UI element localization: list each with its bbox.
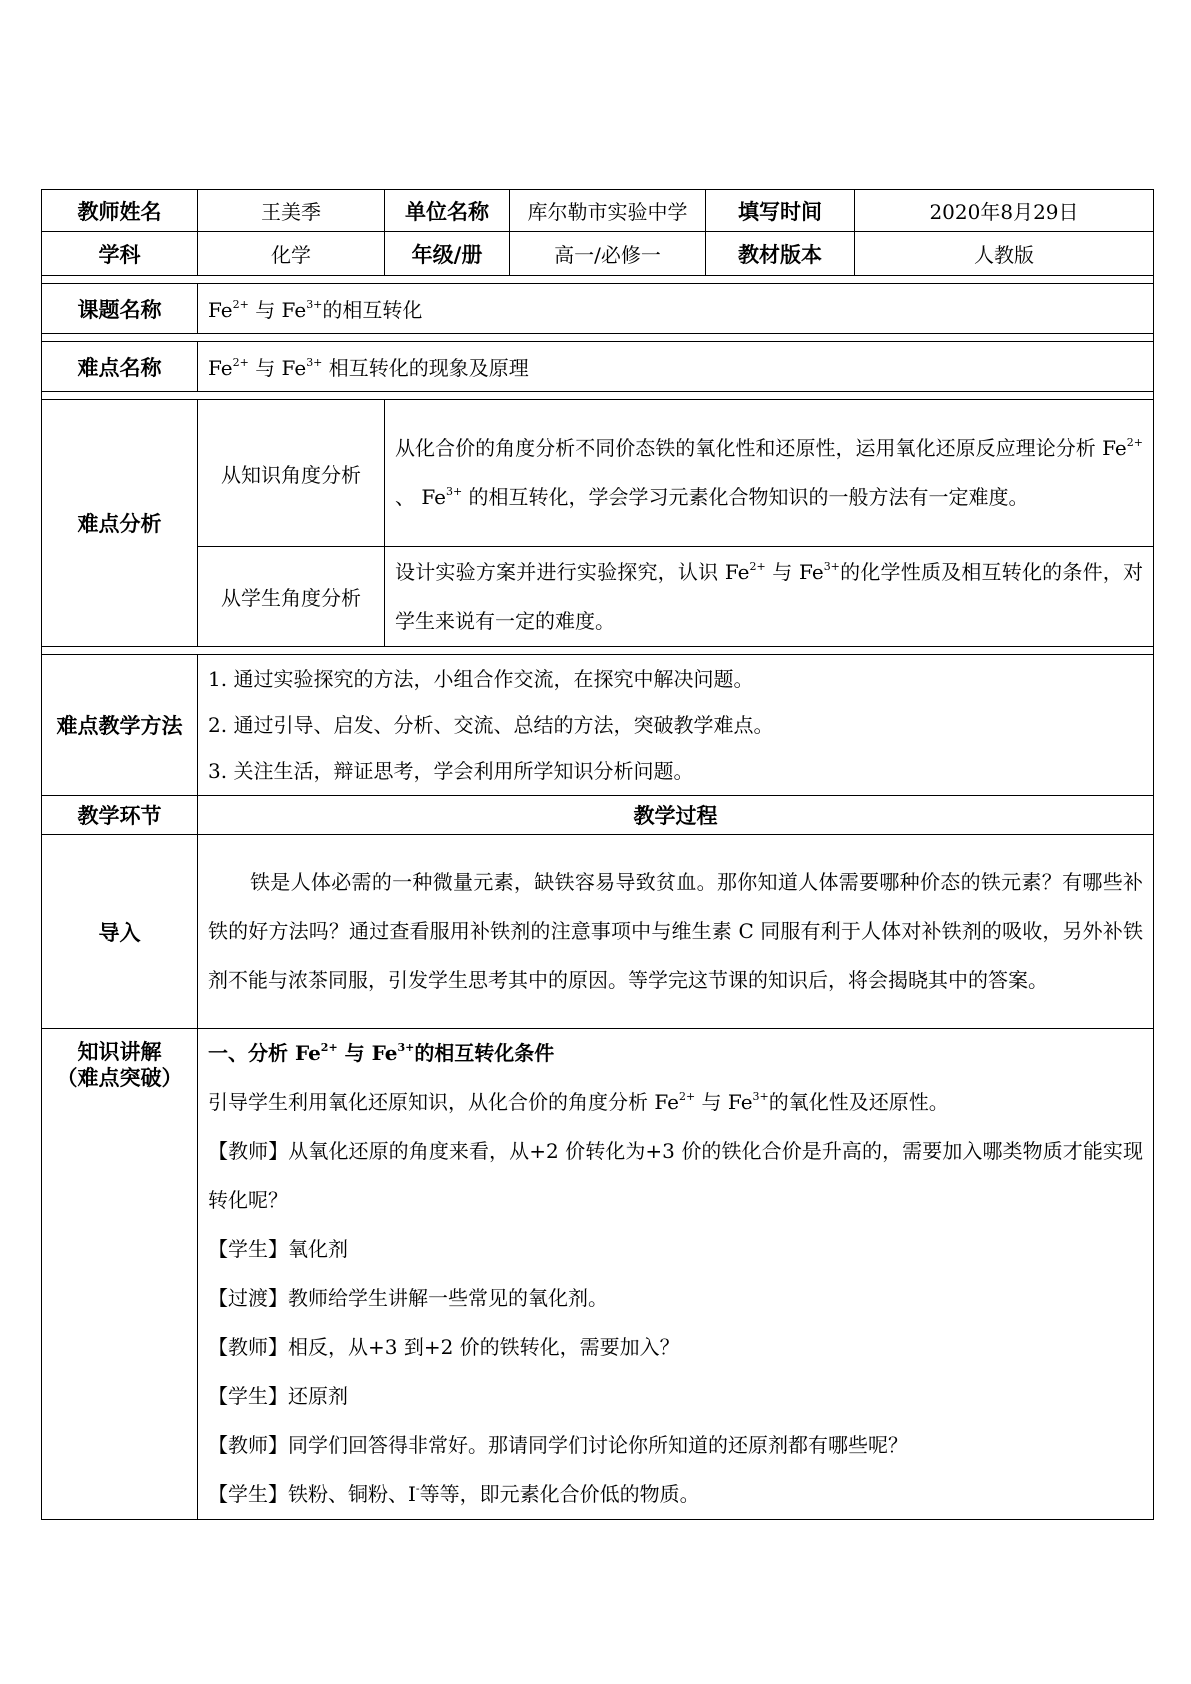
- process-header: 教学过程: [198, 796, 1154, 835]
- spacer: [42, 334, 1154, 342]
- spacer: [42, 392, 1154, 400]
- subject-value: 化学: [198, 232, 385, 276]
- method-item: 1. 通过实验探究的方法，小组合作交流，在探究中解决问题。: [208, 667, 754, 691]
- dialogue-line: 【过渡】教师给学生讲解一些常见的氧化剂。: [208, 1286, 608, 1310]
- analysis-row-student: [42, 547, 1154, 647]
- textbook-label: 教材版本: [706, 232, 855, 276]
- info-row-2: [42, 232, 1154, 276]
- process-header-row: [42, 796, 1154, 835]
- knowledge-angle-label: 从知识角度分析: [198, 400, 385, 547]
- analysis-label: 难点分析: [42, 400, 198, 647]
- topic-label: 课题名称: [42, 284, 198, 334]
- method-item: 3. 关注生活，辩证思考，学会利用所学知识分析问题。: [208, 759, 694, 783]
- student-angle-label: 从学生角度分析: [198, 547, 385, 647]
- difficulty-row: [42, 342, 1154, 392]
- student-angle-text: 设计实验方案并进行实验探究，认识 $Fe^{2+}$ 与 $Fe^{3+}$的化学性质及相互转化的条件，对学生来说有一定的难度。: [385, 547, 1154, 647]
- dialogue-line: 【教师】同学们回答得非常好。那请同学们讨论你所知道的还原剂都有哪些呢？: [208, 1433, 908, 1457]
- topic-value: $Fe^{2+}$ 与 $Fe^{3+}$的相互转化: [198, 284, 1154, 334]
- dialogue-line: 【学生】还原剂: [208, 1384, 348, 1408]
- subject-label: 学科: [42, 232, 198, 276]
- knowledge-angle-text: 从化合价的角度分析不同价态铁的氧化性和还原性，运用氧化还原反应理论分析 $Fe^{2+}$ 、 $Fe^{3+}$ 的相互转化，学会学习元素化合物知识的一般方法有一定难度。: [385, 400, 1154, 547]
- knowledge-label: 知识讲解 （难点突破）: [42, 1029, 198, 1520]
- spacer-row-3: [42, 392, 1154, 400]
- methods-list: [198, 655, 1154, 796]
- dialogue-line: 【教师】从氧化还原的角度来看，从+2 价转化为+3 价的铁化合价是升高的，需要加入哪类物质才能实现转化呢？: [208, 1139, 1143, 1212]
- methods-row: [42, 655, 1154, 796]
- teacher-name-label: 教师姓名: [42, 190, 198, 232]
- methods-label: 难点教学方法: [42, 655, 198, 796]
- info-row-1: [42, 190, 1154, 232]
- lesson-plan-table: [41, 189, 1154, 1520]
- grade-label: 年级/册: [385, 232, 510, 276]
- dialogue-line: 【学生】氧化剂: [208, 1237, 348, 1261]
- fill-date-value: 2020年8月29日: [855, 190, 1154, 232]
- spacer: [42, 276, 1154, 284]
- dialogue-line: 【教师】相反，从+3 到+2 价的铁转化，需要加入？: [208, 1335, 680, 1359]
- knowledge-row: [42, 1029, 1154, 1520]
- guide-text: 引导学生利用氧化还原知识，从化合价的角度分析 $Fe^{2+}$ 与 $Fe^{3+}$的氧化性及还原性。: [208, 1090, 949, 1114]
- method-item: 2. 通过引导、启发、分析、交流、总结的方法，突破教学难点。: [208, 713, 774, 737]
- textbook-value: 人教版: [855, 232, 1154, 276]
- intro-text: 铁是人体必需的一种微量元素，缺铁容易导致贫血。那你知道人体需要哪种价态的铁元素？有哪些补铁的好方法吗？通过查看服用补铁剂的注意事项中与维生素 C 同服有利于人体对补铁剂的吸收，另外补铁剂不能与浓茶同服，引发学生思考其中的原因。等学完这节课的知识后，将会揭晓其中的答案。: [198, 835, 1154, 1029]
- unit-name-label: 单位名称: [385, 190, 510, 232]
- difficulty-value: $Fe^{2+}$ 与 $Fe^{3+}$ 相互转化的现象及原理: [198, 342, 1154, 392]
- analysis-row-knowledge: [42, 400, 1154, 547]
- teacher-name-value: 王美季: [198, 190, 385, 232]
- dialogue-line: 【学生】铁粉、铜粉、I-等等，即元素化合价低的物质。: [208, 1482, 700, 1506]
- intro-row: [42, 835, 1154, 1029]
- knowledge-content: [198, 1029, 1154, 1520]
- spacer-row-2: [42, 334, 1154, 342]
- difficulty-label: 难点名称: [42, 342, 198, 392]
- section-heading: 一、分析 $Fe^{2+}$ 与 $Fe^{3+}$的相互转化条件: [208, 1041, 555, 1065]
- stage-header: 教学环节: [42, 796, 198, 835]
- spacer-row: [42, 276, 1154, 284]
- spacer-row-4: [42, 647, 1154, 655]
- grade-value: 高一/必修一: [510, 232, 706, 276]
- fill-date-label: 填写时间: [706, 190, 855, 232]
- topic-row: [42, 284, 1154, 334]
- spacer: [42, 647, 1154, 655]
- intro-label: 导入: [42, 835, 198, 1029]
- unit-name-value: 库尔勒市实验中学: [510, 190, 706, 232]
